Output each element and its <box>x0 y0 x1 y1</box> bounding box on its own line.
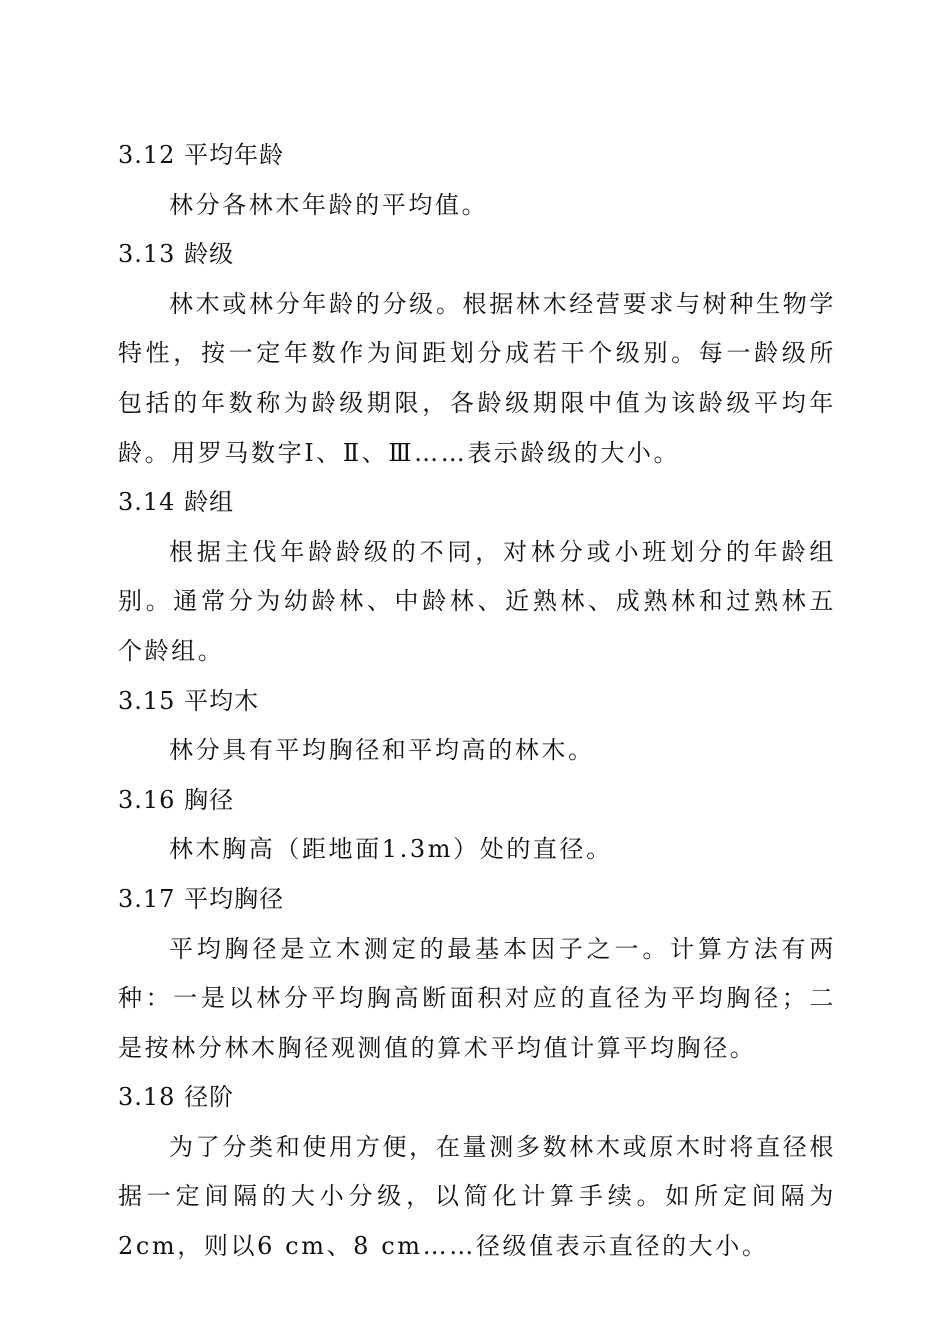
section-paragraph: 平均胸径是立木测定的最基本因子之一。计算方法有两种：一是以林分平均胸高断面积对应的直径为平均胸径；二是按林分林木胸径观测值的算术平均值计算平均胸径。 <box>118 934 836 1062</box>
document-page <box>118 131 836 1272</box>
section-3-12 <box>118 131 836 230</box>
section-heading: 3.14 龄组 <box>118 488 235 517</box>
section-3-18 <box>118 1073 836 1271</box>
section-paragraph: 林分各林木年龄的平均值。 <box>169 190 489 219</box>
section-3-13 <box>118 230 836 478</box>
section-heading: 3.16 胸径 <box>118 785 235 814</box>
section-heading: 3.17 平均胸径 <box>118 884 285 913</box>
section-paragraph: 根据主伐年龄龄级的不同，对林分或小班划分的年龄组别。通常分为幼龄林、中龄林、近熟林、成熟林和过熟林五个龄组。 <box>118 537 836 665</box>
section-paragraph: 林木胸高（距地面1.3m）处的直径。 <box>169 835 613 864</box>
section-paragraph: 林分具有平均胸径和平均高的林木。 <box>169 736 595 765</box>
section-heading: 3.18 径阶 <box>118 1083 235 1112</box>
section-heading: 3.12 平均年龄 <box>118 141 285 169</box>
section-heading: 3.15 平均木 <box>118 686 260 715</box>
section-paragraph: 为了分类和使用方便，在量测多数林木或原木时将直径根据一定间隔的大小分级，以简化计算手续。如所定间隔为2cm，则以6 cm、8 cm……径级值表示直径的大小。 <box>118 1132 836 1261</box>
section-heading: 3.13 龄级 <box>118 240 235 269</box>
section-3-16 <box>118 776 836 875</box>
section-paragraph: 林木或林分年龄的分级。根据林木经营要求与树种生物学特性，按一定年数作为间距划分成若干个级别。每一龄级所包括的年数称为龄级期限，各龄级期限中值为该龄级平均年龄。用罗马数字Ⅰ、Ⅱ、Ⅲ……表示龄级的大小。 <box>118 289 836 467</box>
section-3-15 <box>118 677 836 776</box>
section-3-14 <box>118 478 836 676</box>
section-3-17 <box>118 875 836 1073</box>
